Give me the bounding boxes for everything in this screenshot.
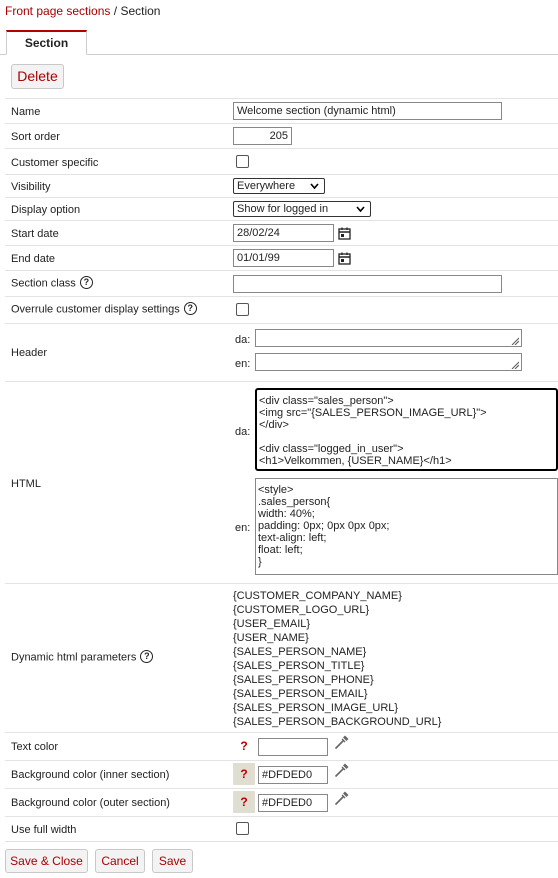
section-class-label <box>11 277 93 290</box>
bg-inner-label: Background color (inner section) <box>11 769 170 781</box>
overrule-label-text: Overrule customer display settings <box>11 303 180 316</box>
breadcrumb-parent-link[interactable]: Front page sections <box>5 4 111 18</box>
calendar-icon[interactable] <box>338 227 351 240</box>
bg-outer-swatch[interactable]: ? <box>233 791 255 813</box>
param-item: {USER_NAME} <box>233 632 309 644</box>
html-da-textarea[interactable]: <div class="sales_person"> <img src="{SALES_PERSON_IMAGE_URL}"> </div> <div class="logged_in_user"> <h1>Velkommen, {USER_NAME}</h1> <box>255 388 558 471</box>
header-en-textarea[interactable] <box>255 353 522 371</box>
text-color-input[interactable] <box>258 738 328 756</box>
name-label: Name <box>11 106 41 118</box>
row-customer-specific <box>5 148 558 174</box>
display-option-label: Display option <box>11 204 81 216</box>
visibility-label: Visibility <box>11 181 51 193</box>
end-date-input[interactable]: 01/01/99 <box>233 249 334 267</box>
bg-inner-swatch[interactable]: ? <box>233 763 255 785</box>
end-date-label: End date <box>11 253 56 265</box>
name-input[interactable]: Welcome section (dynamic html) <box>233 102 502 120</box>
param-item: {SALES_PERSON_PHONE} <box>233 674 374 686</box>
full-width-label: Use full width <box>11 824 77 836</box>
customer-specific-checkbox[interactable] <box>236 155 249 168</box>
breadcrumb-current: Section <box>120 4 161 18</box>
save-close-button[interactable]: Save & Close <box>5 849 88 873</box>
start-date-input[interactable]: 28/02/24 <box>233 224 334 242</box>
help-icon[interactable]: ? <box>140 650 153 663</box>
sort-order-input[interactable]: 205 <box>233 127 292 145</box>
html-en-textarea[interactable]: <style> .sales_person{ width: 40%; padding: 0px; 0px 0px 0px; text-align: left; float: left; } <box>255 478 558 575</box>
header-en-label: en: <box>235 358 251 370</box>
section-class-input[interactable] <box>233 275 502 293</box>
eyedropper-icon[interactable] <box>333 734 350 751</box>
resize-handle-icon[interactable] <box>511 361 519 369</box>
header-label: Header <box>11 347 48 359</box>
html-en-label: en: <box>235 522 251 534</box>
param-item: {CUSTOMER_COMPANY_NAME} <box>233 590 402 602</box>
calendar-icon[interactable] <box>338 252 351 265</box>
dynamic-params-label <box>11 651 153 664</box>
help-icon[interactable]: ? <box>80 276 93 289</box>
overrule-label <box>11 303 197 316</box>
html-label: HTML <box>11 478 41 490</box>
overrule-checkbox[interactable] <box>236 303 249 316</box>
bg-inner-input[interactable]: #DFDED0 <box>258 766 328 784</box>
cancel-button[interactable]: Cancel <box>95 849 145 873</box>
breadcrumb-separator: / <box>113 4 118 18</box>
bg-outer-label: Background color (outer section) <box>11 797 170 809</box>
row-full-width <box>5 816 558 842</box>
customer-specific-label: Customer specific <box>11 157 99 169</box>
display-option-select[interactable] <box>233 201 371 217</box>
dynamic-params-list <box>233 589 441 729</box>
display-option-value: Show for logged in <box>237 203 329 215</box>
param-item: {SALES_PERSON_BACKGROUND_URL} <box>233 716 442 728</box>
sort-order-label: Sort order <box>11 131 60 143</box>
text-color-swatch[interactable]: ? <box>240 739 248 753</box>
row-overrule <box>5 296 558 323</box>
text-color-label: Text color <box>11 741 59 753</box>
html-da-label: da: <box>235 426 251 438</box>
eyedropper-icon[interactable] <box>333 790 350 807</box>
resize-handle-icon[interactable] <box>511 337 519 345</box>
param-item: {SALES_PERSON_IMAGE_URL} <box>233 702 399 714</box>
header-da-label: da: <box>235 334 251 346</box>
header-da-textarea[interactable] <box>255 329 522 347</box>
start-date-label: Start date <box>11 228 59 240</box>
bg-outer-input[interactable]: #DFDED0 <box>258 794 328 812</box>
breadcrumb <box>5 4 160 18</box>
full-width-checkbox[interactable] <box>236 822 249 835</box>
help-icon[interactable]: ? <box>184 302 197 315</box>
save-button[interactable]: Save <box>152 849 193 873</box>
chevron-down-icon <box>356 202 365 220</box>
section-class-label-text: Section class <box>11 277 76 290</box>
dynamic-params-label-text: Dynamic html parameters <box>11 651 137 664</box>
delete-button[interactable]: Delete <box>11 64 64 89</box>
param-item: {CUSTOMER_LOGO_URL} <box>233 604 370 616</box>
visibility-value: Everywhere <box>237 180 296 192</box>
param-item: {SALES_PERSON_TITLE} <box>233 660 365 672</box>
param-item: {USER_EMAIL} <box>233 618 311 630</box>
visibility-select[interactable] <box>233 178 325 194</box>
eyedropper-icon[interactable] <box>333 762 350 779</box>
chevron-down-icon <box>310 179 319 197</box>
tab-bar <box>0 30 558 55</box>
param-item: {SALES_PERSON_EMAIL} <box>233 688 368 700</box>
param-item: {SALES_PERSON_NAME} <box>233 646 367 658</box>
tab-section[interactable]: Section <box>6 30 87 55</box>
